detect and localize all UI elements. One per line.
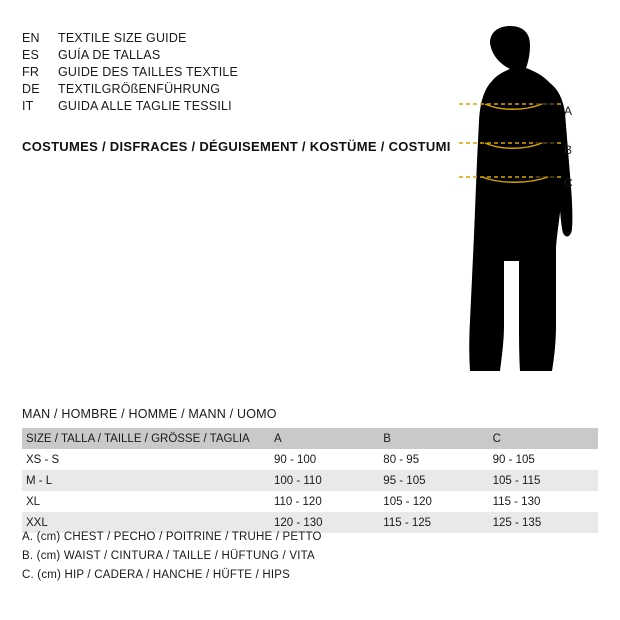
cell-chest: 120 - 130 <box>273 516 323 529</box>
measure-label-c: C <box>564 176 573 190</box>
table-header <box>22 428 598 449</box>
cell-hip: 90 - 105 <box>492 453 535 466</box>
language-title: TEXTILE SIZE GUIDE <box>58 31 187 45</box>
cell-size: XL <box>26 495 41 508</box>
cell-hip: 105 - 115 <box>492 474 541 487</box>
table-body <box>22 449 598 533</box>
cell-size: M - L <box>26 474 53 487</box>
cell-size: XS - S <box>26 453 60 466</box>
language-title: GUIDE DES TAILLES TEXTILE <box>58 65 239 79</box>
cell-chest: 90 - 100 <box>273 453 317 466</box>
table-header-row <box>22 428 598 449</box>
table-row <box>22 491 598 512</box>
table-header-b: B <box>383 432 391 445</box>
cell-waist: 115 - 125 <box>383 516 432 529</box>
table-row <box>22 449 598 470</box>
language-title: GUÍA DE TALLAS <box>58 48 161 62</box>
language-row <box>22 64 422 81</box>
cell-size: XXL <box>26 516 48 529</box>
language-row <box>22 98 422 115</box>
measure-label-a: A <box>564 104 573 118</box>
measure-label-group <box>556 25 596 385</box>
cell-waist: 80 - 95 <box>383 453 420 466</box>
table-header-a: A <box>273 432 282 445</box>
section-title: COSTUMES / DISFRACES / DÉGUISEMENT / KOSTÜME / COSTUMI <box>22 139 451 154</box>
language-code: FR <box>22 65 40 79</box>
legend-line-c: C. (cm) HIP / CADERA / HANCHE / HÜFTE / HIPS <box>22 569 291 581</box>
language-row <box>22 30 422 47</box>
language-row <box>22 47 422 64</box>
table-row <box>22 470 598 491</box>
cell-waist: 105 - 120 <box>383 495 432 508</box>
legend-line-a: A. (cm) CHEST / PECHO / POITRINE / TRUHE / PETTO <box>22 531 322 543</box>
language-code: IT <box>22 99 34 113</box>
cell-waist: 95 - 105 <box>383 474 426 487</box>
measurement-legend <box>22 528 322 585</box>
language-code: ES <box>22 48 40 62</box>
language-code: DE <box>22 82 40 96</box>
language-title: TEXTILGRÖßENFÜHRUNG <box>58 82 221 96</box>
table-header-c: C <box>492 432 501 445</box>
cell-chest: 100 - 110 <box>273 474 322 487</box>
language-list <box>22 30 422 115</box>
legend-line-b: B. (cm) WAIST / CINTURA / TAILLE / HÜFTUNG / VITA <box>22 550 315 562</box>
table-header-size: SIZE / TALLA / TAILLE / GRÖSSE / TAGLIA <box>26 432 250 445</box>
cell-hip: 125 - 135 <box>492 516 542 529</box>
size-table <box>22 428 598 533</box>
measure-label-b: B <box>564 143 573 157</box>
cell-hip: 115 - 130 <box>492 495 541 508</box>
language-code: EN <box>22 31 40 45</box>
language-title: GUIDA ALLE TAGLIE TESSILI <box>58 99 232 113</box>
cell-chest: 110 - 120 <box>273 495 322 508</box>
table-title: MAN / HOMBRE / HOMME / MANN / UOMO <box>22 407 277 421</box>
language-row <box>22 81 422 98</box>
